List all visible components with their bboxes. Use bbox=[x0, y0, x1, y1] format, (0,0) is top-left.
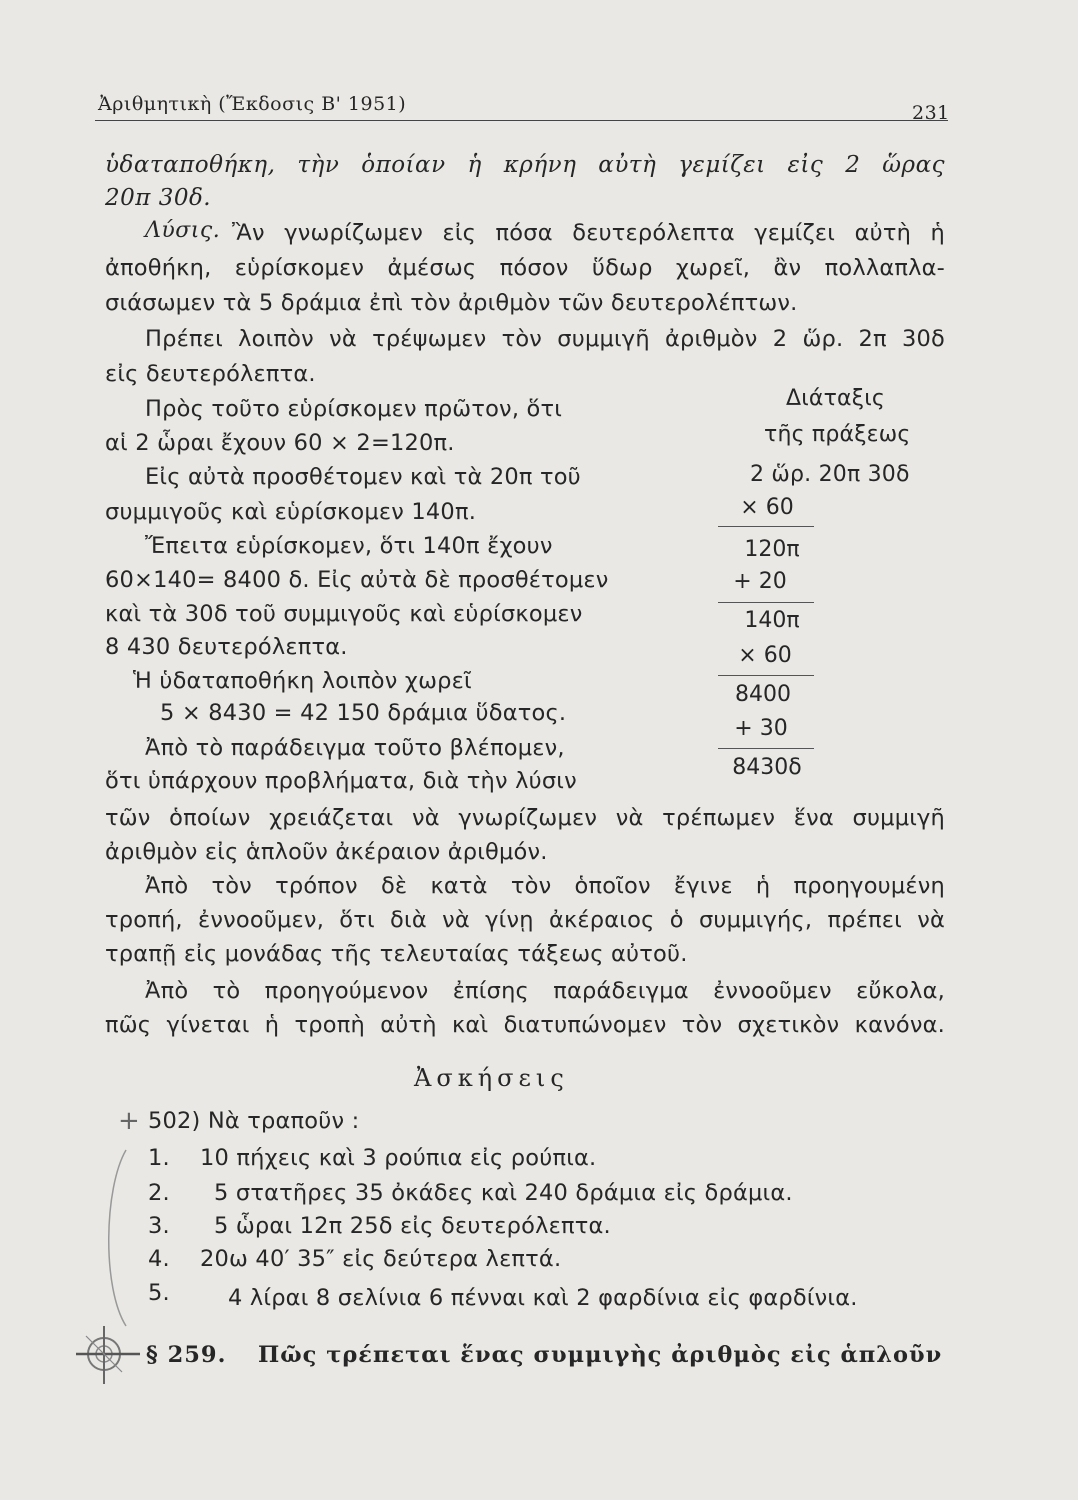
calc-row-2: × 60 bbox=[740, 495, 794, 520]
body-line-20: τῶν ὁποίων χρειάζεται νὰ γνωρίζωμεν νὰ τρέπωμεν ἕνα συμμιγῆ bbox=[105, 805, 945, 831]
body-line-5: σιάσωμεν τὰ 5 δράμια ἐπὶ τὸν ἀριθμὸν τῶν δευτερολέπτων. bbox=[105, 290, 798, 316]
calc-line-2 bbox=[718, 602, 814, 603]
solution-label: Λύσις. bbox=[145, 218, 221, 243]
page-number: 231 bbox=[912, 102, 950, 124]
calc-row-7: 8400 bbox=[735, 682, 791, 707]
calc-title-1: Διάταξις bbox=[786, 386, 885, 411]
exercise-text-1: 10 πήχεις καὶ 3 ρούπια εἰς ρούπια. bbox=[200, 1145, 597, 1171]
body-line-9: αἱ 2 ὧραι ἔχουν 60 × 2=120π. bbox=[105, 430, 455, 456]
exercise-text-5: 4 λίραι 8 σελίνια 6 πένναι καὶ 2 φαρδίνια εἰς φαρδίνια. bbox=[228, 1285, 858, 1311]
calc-row-9: 8430δ bbox=[732, 755, 802, 780]
exercises-heading: Ἀσκήσεις bbox=[414, 1064, 569, 1092]
body-line-8: Πρὸς τοῦτο εὑρίσκομεν πρῶτον, ὅτι bbox=[145, 396, 563, 422]
exercises-intro: 502) Νὰ τραποῦν : bbox=[148, 1108, 360, 1134]
calc-row-5: 140π bbox=[744, 608, 800, 633]
body-line-2: 20π 30δ. bbox=[105, 185, 212, 211]
calc-line-1 bbox=[718, 526, 814, 527]
body-line-15: 8 430 δευτερόλεπτα. bbox=[105, 634, 348, 660]
body-line-14: καὶ τὰ 30δ τοῦ συμμιγοῦς καὶ εὑρίσκομεν bbox=[105, 601, 583, 627]
body-line-25: Ἀπὸ τὸ προηγούμενον ἐπίσης παράδειγμα ἐννοοῦμεν εὔκολα, bbox=[145, 978, 945, 1004]
body-line-23: τροπή, ἐννοοῦμεν, ὅτι διὰ νὰ γίνῃ ἀκέραιος ὁ συμμιγής, πρέπει νὰ bbox=[105, 907, 945, 933]
exercise-text-2: 5 στατῆρες 35 ὀκάδες καὶ 240 δράμια εἰς δράμια. bbox=[214, 1180, 793, 1206]
body-line-7: εἰς δευτερόλεπτα. bbox=[105, 361, 316, 387]
section-number: § 259. bbox=[146, 1342, 227, 1368]
body-line-24: τραπῇ εἰς μονάδας τῆς τελευταίας τάξεως αὐτοῦ. bbox=[105, 941, 688, 967]
body-line-16: Ἡ ὑδαταποθήκη λοιπὸν χωρεῖ bbox=[133, 668, 472, 694]
exercise-num-2: 2. bbox=[148, 1180, 170, 1206]
body-line-10: Εἰς αὐτὰ προσθέτομεν καὶ τὰ 20π τοῦ bbox=[145, 464, 581, 490]
exercise-text-4: 20ω 40′ 35″ εἰς δεύτερα λεπτά. bbox=[200, 1246, 562, 1272]
body-line-13: 60×140= 8400 δ. Εἰς αὐτὰ δὲ προσθέτομεν bbox=[105, 567, 609, 593]
body-line-1: ὑδαταποθήκη, τὴν ὁποίαν ἡ κρήνη αὐτὴ γεμίζει εἰς 2 ὥρας bbox=[105, 152, 945, 178]
body-line-11: συμμιγοῦς καὶ εὑρίσκομεν 140π. bbox=[105, 499, 477, 525]
exercise-num-5: 5. bbox=[148, 1280, 170, 1306]
cross-mark-icon: + bbox=[118, 1106, 140, 1136]
body-line-3: Ἂν γνωρίζωμεν εἰς πόσα δευτερόλεπτα γεμίζει αὐτὴ ἡ bbox=[232, 220, 945, 246]
calc-row-1: 2 ὥρ. 20π 30δ bbox=[750, 462, 910, 487]
body-line-6: Πρέπει λοιπὸν νὰ τρέψωμεν τὸν συμμιγῆ ἀριθμὸν 2 ὥρ. 2π 30δ bbox=[145, 326, 945, 352]
body-line-22: Ἀπὸ τὸν τρόπον δὲ κατὰ τὸν ὁποῖον ἔγινε ἡ προηγουμένη bbox=[145, 873, 945, 899]
exercise-text-3: 5 ὧραι 12π 25δ εἰς δευτερόλεπτα. bbox=[214, 1213, 611, 1239]
calc-row-4: + 20 bbox=[733, 569, 787, 594]
header-rule bbox=[95, 120, 948, 121]
body-line-12: Ἔπειτα εὑρίσκομεν, ὅτι 140π ἔχουν bbox=[145, 533, 553, 559]
body-line-4: ἀποθήκη, εὑρίσκομεν ἀμέσως πόσον ὕδωρ χωρεῖ, ἂν πολλαπλα- bbox=[105, 255, 945, 281]
calc-row-6: × 60 bbox=[738, 643, 792, 668]
running-title: Ἀριθμητικὴ (Ἔκδοσις Β' 1951) bbox=[98, 93, 407, 115]
body-line-26: πῶς γίνεται ἡ τροπὴ αὐτὴ καὶ διατυπώνομεν τὸν σχετικὸν κανόνα. bbox=[105, 1012, 945, 1038]
calc-line-4 bbox=[718, 748, 814, 749]
exercise-num-1: 1. bbox=[148, 1145, 170, 1171]
calc-row-8: + 30 bbox=[734, 716, 788, 741]
body-line-19: ὅτι ὑπάρχουν προβλήματα, διὰ τὴν λύσιν bbox=[105, 768, 577, 794]
body-line-21: ἀριθμὸν εἰς ἁπλοῦν ἀκέραιον ἀριθμόν. bbox=[105, 839, 548, 865]
section-title: Πῶς τρέπεται ἕνας συμμιγὴς ἀριθμὸς εἰς ἁπλοῦν bbox=[258, 1342, 943, 1368]
calc-title-2: τῆς πράξεως bbox=[764, 422, 911, 447]
body-line-18: Ἀπὸ τὸ παράδειγμα τοῦτο βλέπομεν, bbox=[145, 735, 565, 761]
exercise-num-4: 4. bbox=[148, 1246, 170, 1272]
calc-row-3: 120π bbox=[744, 537, 800, 562]
body-line-17: 5 × 8430 = 42 150 δράμια ὕδατος. bbox=[160, 700, 567, 726]
compass-scribble-icon bbox=[74, 1322, 144, 1392]
calc-line-3 bbox=[718, 675, 814, 676]
exercise-num-3: 3. bbox=[148, 1213, 170, 1239]
pencil-bracket-icon bbox=[96, 1148, 136, 1328]
